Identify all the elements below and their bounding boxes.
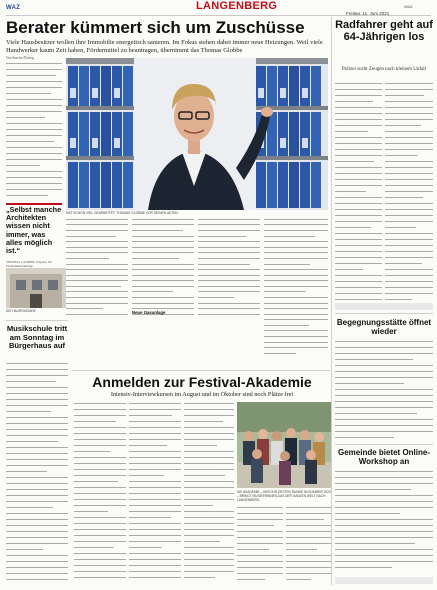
festival-photo-caption: DIE AKADEMIE – HIER IHR ERSTEN RUNDE IM SOMMER 2020 – BRINGT MUSIKERINNEN AUS DER GANZEN WELT NACH LANGENBERG. <box>237 490 331 502</box>
section-title: LANGENBERG <box>196 0 278 12</box>
festival-group-illustration <box>237 402 331 488</box>
body-column-1 <box>6 62 62 200</box>
sidebar-mid-headline: Begegnungsstätte öffnet wieder <box>336 318 432 336</box>
sidebar-bottom-body <box>335 470 433 570</box>
festival-col-5 <box>286 506 331 584</box>
body-column-5 <box>264 218 328 368</box>
festival-col-4 <box>237 506 283 584</box>
brand-logo: WAZ <box>6 5 21 11</box>
main-subheadline: Viele Hausbesitzer wollen ihre Immobilie energetisch sanieren. Im Fokus stehen dabei immer neue Heizungen. Weil viele Handwerker kaum Zeit haben, Fördermittel zu beantragen, übernimmt das Thomas Globbe <box>6 39 323 54</box>
main-photo <box>66 58 328 210</box>
festival-col-2 <box>129 402 181 582</box>
main-photo-illustration <box>66 58 328 210</box>
main-headline: Berater kümmert sich um Zuschüsse <box>6 18 305 37</box>
sidebar-top-subheadline: Polizei sucht Zeugen nach kleinem Unfall <box>341 67 426 72</box>
house-photo <box>6 268 66 308</box>
sidebar-mid-body <box>335 340 433 440</box>
house-illustration <box>6 268 66 308</box>
sidebar-rule <box>331 17 332 585</box>
sidebar-top-headline: Radfahrer geht auf 64-Jährigen los <box>335 19 433 43</box>
subhead-gasanlage: Neue Gasanlage <box>132 310 166 315</box>
body-column-4 <box>198 218 260 318</box>
sidebar-bottom-headline: Gemeinde bietet Online-Workshop an <box>337 448 430 466</box>
pull-quote: „Selbst manche Architekten wissen nicht immer, was alles möglich ist.“ <box>6 205 62 256</box>
issue-date: Freitag, 11. Juni 2021 <box>346 11 390 16</box>
house-photo-caption: DIE HAUSFASSADE <box>6 309 36 313</box>
left-divider <box>6 320 68 321</box>
sidebar-logo-strip-2 <box>335 577 433 584</box>
quote-source: THOMAS GLOBBE, Experte für Fördermittelanträge <box>6 260 52 269</box>
festival-photo <box>237 402 331 488</box>
festival-col-3 <box>184 402 234 582</box>
body-column-2 <box>66 218 128 318</box>
festival-subheadline: Intensiv-Interviewkursen im August und im Oktober sind noch Plätze frei <box>110 391 294 398</box>
main-photo-caption: HAT SCHON VIEL GEARBEITET: THOMAS GLOBBE VOR SEINEN AKTEN. <box>66 211 179 215</box>
sidebar-divider-2 <box>335 444 433 445</box>
musikschule-headline: Musikschule tritt am Sonntag im Bürgerhaus auf <box>6 324 68 351</box>
author-line: Von Sascha Döring <box>6 56 34 60</box>
festival-divider <box>72 370 330 371</box>
page-label: WAZ <box>404 4 413 9</box>
festival-col-1 <box>74 402 126 582</box>
sidebar-divider-1 <box>335 313 433 314</box>
festival-headline: Anmelden zur Festival-Akademie <box>92 374 312 390</box>
body-column-3 <box>132 218 194 318</box>
musikschule-body <box>6 362 68 584</box>
sidebar-logo-strip-1 <box>335 303 433 310</box>
header-rule <box>6 15 431 16</box>
sidebar-col-a <box>335 82 382 300</box>
sidebar-col-b <box>385 82 433 300</box>
